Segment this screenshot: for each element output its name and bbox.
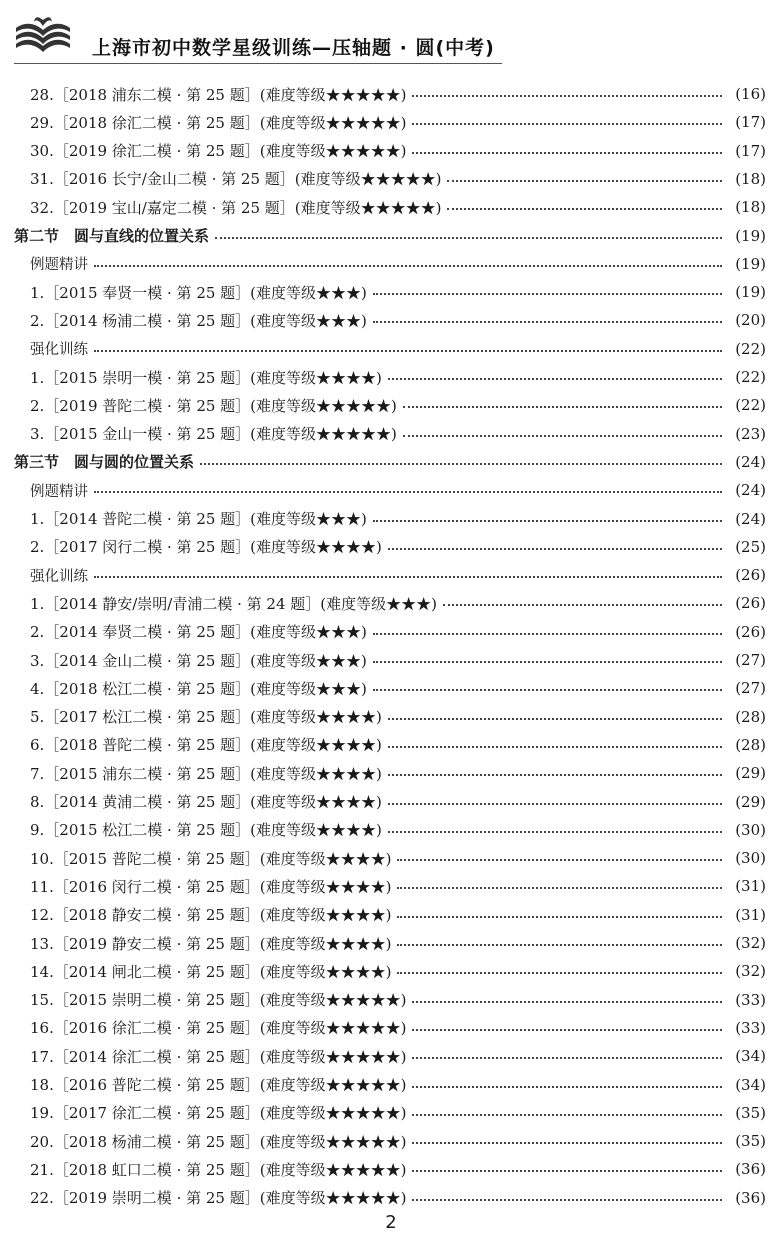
toc-page-ref: (16) bbox=[735, 85, 766, 103]
dot-leader bbox=[373, 633, 722, 635]
dot-leader bbox=[397, 972, 722, 974]
dot-leader bbox=[388, 718, 722, 720]
toc-entry-title: 强化训练 bbox=[30, 568, 88, 585]
toc-entry-title: 16.［2016 徐汇二模 · 第 25 题］(难度等级★★★★★) bbox=[30, 1019, 407, 1038]
dot-leader bbox=[373, 689, 722, 691]
toc-entry[interactable] bbox=[30, 1186, 766, 1210]
toc-page-ref: (30) bbox=[735, 820, 766, 839]
dot-leader bbox=[373, 321, 722, 323]
toc-entry[interactable] bbox=[30, 676, 766, 700]
toc-entry[interactable] bbox=[30, 1101, 766, 1125]
dot-leader bbox=[215, 237, 722, 239]
header-divider bbox=[14, 63, 502, 64]
toc-entry[interactable] bbox=[30, 422, 766, 446]
toc-entry[interactable] bbox=[30, 903, 766, 927]
toc-page-ref: (26) bbox=[735, 566, 766, 585]
toc-entry-title: 第二节 圆与直线的位置关系 bbox=[14, 227, 210, 245]
toc-entry[interactable] bbox=[30, 620, 766, 644]
dot-leader bbox=[94, 350, 722, 352]
toc-entry[interactable] bbox=[30, 1157, 766, 1181]
toc-entry-title: 1.［2015 奉贤一模 · 第 25 题］(难度等级★★★) bbox=[30, 283, 367, 302]
toc-entry-title: 3.［2015 金山一模 · 第 25 题］(难度等级★★★★★) bbox=[30, 425, 397, 444]
toc-entry-title: 强化训练 bbox=[30, 342, 88, 359]
toc-section-heading[interactable] bbox=[14, 224, 766, 248]
toc-page-ref: (22) bbox=[735, 339, 766, 358]
toc-entry-title: 21.［2018 虹口二模 · 第 25 题］(难度等级★★★★★) bbox=[30, 1160, 407, 1179]
toc-entry-title: 32.［2019 宝山/嘉定二模 · 第 25 题］(难度等级★★★★★) bbox=[30, 198, 442, 217]
toc-entry-title: 11.［2016 闵行二模 · 第 25 题］(难度等级★★★★) bbox=[30, 877, 392, 896]
toc-page-ref: (31) bbox=[735, 877, 766, 896]
toc-entry[interactable] bbox=[30, 308, 766, 332]
toc-entry-title: 10.［2015 普陀二模 · 第 25 题］(难度等级★★★★) bbox=[30, 849, 392, 868]
dot-leader bbox=[388, 378, 722, 380]
toc-entry-title: 6.［2018 普陀二模 · 第 25 题］(难度等级★★★★) bbox=[30, 736, 382, 755]
toc-section-heading[interactable] bbox=[14, 450, 766, 474]
toc-page-ref: (18) bbox=[735, 169, 766, 188]
dot-leader bbox=[373, 661, 722, 663]
toc-entry-title: 13.［2019 静安二模 · 第 25 题］(难度等级★★★★) bbox=[30, 934, 392, 953]
dot-leader bbox=[443, 604, 722, 606]
dot-leader bbox=[412, 1199, 722, 1201]
dot-leader bbox=[388, 831, 722, 833]
dot-leader bbox=[447, 180, 722, 182]
toc-entry[interactable] bbox=[30, 818, 766, 842]
toc-entry-title: 22.［2019 崇明二模 · 第 25 题］(难度等级★★★★★) bbox=[30, 1189, 407, 1208]
toc-entry-title: 31.［2016 长宁/金山二模 · 第 25 题］(难度等级★★★★★) bbox=[30, 170, 442, 189]
toc-subheading[interactable] bbox=[30, 337, 766, 361]
toc-entry-title: 2.［2014 奉贤二模 · 第 25 题］(难度等级★★★) bbox=[30, 623, 367, 642]
toc-page-ref: (35) bbox=[735, 1103, 766, 1122]
toc-page-ref: (29) bbox=[735, 764, 766, 783]
dot-leader bbox=[388, 548, 722, 550]
dot-leader bbox=[397, 859, 722, 861]
dot-leader bbox=[412, 123, 722, 125]
dot-leader bbox=[94, 265, 722, 267]
toc-entry-title: 8.［2014 黄浦二模 · 第 25 题］(难度等级★★★★) bbox=[30, 793, 382, 811]
toc-page-ref: (32) bbox=[735, 934, 766, 952]
toc-entry-title: 2.［2019 普陀二模 · 第 25 题］(难度等级★★★★★) bbox=[30, 396, 397, 415]
dot-leader bbox=[412, 1001, 722, 1003]
toc-page-ref: (26) bbox=[735, 594, 766, 613]
toc-page-ref: (17) bbox=[735, 113, 766, 132]
toc-entry-title: 例题精讲 bbox=[30, 257, 88, 274]
toc-entry[interactable] bbox=[30, 648, 766, 672]
dot-leader bbox=[412, 1114, 722, 1116]
toc-entry-title: 2.［2014 杨浦二模 · 第 25 题］(难度等级★★★) bbox=[30, 311, 367, 330]
dot-leader bbox=[388, 774, 722, 776]
toc-entry-title: 15.［2015 崇明二模 · 第 25 题］(难度等级★★★★★) bbox=[30, 991, 407, 1010]
toc-page-ref: (35) bbox=[735, 1132, 766, 1151]
toc-entry[interactable] bbox=[30, 591, 766, 615]
toc-entry[interactable] bbox=[30, 846, 766, 870]
toc-entry[interactable] bbox=[30, 1044, 766, 1068]
toc-entry-title: 2.［2017 闵行二模 · 第 25 题］(难度等级★★★★) bbox=[30, 538, 382, 557]
toc-entry[interactable] bbox=[30, 167, 766, 191]
toc-entry-title: 17.［2014 徐汇二模 · 第 25 题］(难度等级★★★★★) bbox=[30, 1047, 407, 1066]
book-title: 上海市初中数学星级训练—压轴题 · 圆(中考) bbox=[92, 37, 495, 59]
dot-leader bbox=[94, 491, 722, 493]
toc-entry[interactable] bbox=[30, 959, 766, 983]
toc-entry-title: 3.［2014 金山二模 · 第 25 题］(难度等级★★★) bbox=[30, 651, 367, 670]
toc-page-ref: (27) bbox=[735, 679, 766, 698]
toc-entry-title: 7.［2015 浦东二模 · 第 25 题］(难度等级★★★★) bbox=[30, 764, 382, 783]
toc-page-ref: (36) bbox=[735, 1188, 766, 1207]
toc-entry[interactable] bbox=[30, 790, 766, 814]
toc-entry[interactable] bbox=[30, 733, 766, 757]
toc-entry-title: 12.［2018 静安二模 · 第 25 题］(难度等级★★★★) bbox=[30, 906, 392, 925]
page-number: 2 bbox=[385, 1212, 397, 1233]
dot-leader bbox=[447, 208, 722, 210]
dot-leader bbox=[412, 1029, 722, 1031]
toc-page-ref: (30) bbox=[735, 849, 766, 868]
toc-page-ref: (34) bbox=[735, 1047, 766, 1066]
toc-entry-title: 第三节 圆与圆的位置关系 bbox=[14, 453, 195, 472]
toc-entry-title: 28.［2018 浦东二模 · 第 25 题］(难度等级★★★★★) bbox=[30, 85, 407, 104]
toc-page-ref: (27) bbox=[735, 651, 766, 669]
toc-subheading[interactable] bbox=[30, 563, 766, 587]
dot-leader bbox=[403, 406, 722, 408]
toc-page-ref: (33) bbox=[735, 1018, 766, 1037]
toc-subheading[interactable] bbox=[30, 252, 766, 276]
toc-entry-title: 1.［2014 静安/崇明/青浦二模 · 第 24 题］(难度等级★★★) bbox=[30, 594, 437, 613]
toc-page-ref: (24) bbox=[735, 452, 766, 471]
dot-leader bbox=[412, 1057, 722, 1059]
toc-entry[interactable] bbox=[30, 139, 766, 163]
toc-page-ref: (31) bbox=[735, 905, 766, 924]
dot-leader bbox=[412, 1086, 722, 1088]
toc-entry[interactable] bbox=[30, 931, 766, 955]
toc-entry[interactable] bbox=[30, 507, 766, 531]
toc-entry-title: 例题精讲 bbox=[30, 483, 88, 500]
page-header bbox=[0, 0, 782, 66]
toc-page-ref: (26) bbox=[735, 622, 766, 641]
dot-leader bbox=[403, 435, 722, 437]
toc-page-ref: (23) bbox=[735, 424, 766, 443]
toc-entry-title: 1.［2014 普陀二模 · 第 25 题］(难度等级★★★) bbox=[30, 510, 367, 528]
toc-entry[interactable] bbox=[30, 1016, 766, 1040]
dot-leader bbox=[94, 576, 722, 578]
toc-page-ref: (17) bbox=[735, 141, 766, 160]
dot-leader bbox=[373, 520, 722, 522]
toc-page-ref: (19) bbox=[735, 254, 766, 273]
toc-subheading[interactable] bbox=[30, 478, 766, 502]
open-book-logo-icon bbox=[14, 14, 72, 58]
dot-leader bbox=[388, 803, 722, 805]
dot-leader bbox=[412, 95, 722, 97]
toc-entry[interactable] bbox=[30, 393, 766, 417]
toc-entry[interactable] bbox=[30, 535, 766, 559]
dot-leader bbox=[412, 152, 722, 154]
toc-entry[interactable] bbox=[30, 82, 766, 106]
toc-entry[interactable] bbox=[30, 110, 766, 134]
toc-page-ref: (24) bbox=[735, 509, 766, 528]
toc-page-ref: (20) bbox=[735, 311, 766, 330]
dot-leader bbox=[388, 746, 722, 748]
toc-entry[interactable] bbox=[30, 1073, 766, 1097]
toc-entry[interactable] bbox=[30, 365, 766, 389]
toc-entry-title: 19.［2017 徐汇二模 · 第 25 题］(难度等级★★★★★) bbox=[30, 1104, 407, 1123]
toc-entry[interactable] bbox=[30, 195, 766, 219]
toc-page-ref: (32) bbox=[735, 962, 766, 981]
dot-leader bbox=[397, 916, 722, 918]
toc-entry-title: 20.［2018 杨浦二模 · 第 25 题］(难度等级★★★★★) bbox=[30, 1132, 407, 1151]
dot-leader bbox=[412, 1170, 722, 1172]
toc-entry[interactable] bbox=[30, 280, 766, 304]
toc-page-ref: (34) bbox=[735, 1075, 766, 1094]
toc-page-ref: (33) bbox=[735, 990, 766, 1009]
dot-leader bbox=[397, 944, 722, 946]
toc-entry-title: 30.［2019 徐汇二模 · 第 25 题］(难度等级★★★★★) bbox=[30, 142, 407, 161]
toc-entry-title: 14.［2014 闸北二模 · 第 25 题］(难度等级★★★★) bbox=[30, 962, 392, 981]
toc-entry[interactable] bbox=[30, 988, 766, 1012]
toc-page-ref: (18) bbox=[735, 198, 766, 217]
toc-entry[interactable] bbox=[30, 874, 766, 898]
toc-page-ref: (36) bbox=[735, 1160, 766, 1179]
dot-leader bbox=[200, 463, 722, 465]
toc-entry[interactable] bbox=[30, 1129, 766, 1153]
toc-entry-title: 9.［2015 松江二模 · 第 25 题］(难度等级★★★★) bbox=[30, 821, 382, 840]
toc-page-ref: (22) bbox=[735, 368, 766, 386]
toc-page-ref: (25) bbox=[735, 537, 766, 556]
dot-leader bbox=[412, 1142, 722, 1144]
toc-page-ref: (28) bbox=[735, 735, 766, 754]
toc-page-ref: (22) bbox=[735, 396, 766, 415]
toc-entry-title: 1.［2015 崇明一模 · 第 25 题］(难度等级★★★★) bbox=[30, 368, 382, 387]
toc-page-ref: (24) bbox=[735, 481, 766, 500]
toc-page-ref: (28) bbox=[735, 707, 766, 726]
toc-entry[interactable] bbox=[30, 761, 766, 785]
dot-leader bbox=[373, 293, 722, 295]
dot-leader bbox=[397, 887, 722, 889]
toc-entry-title: 18.［2016 普陀二模 · 第 25 题］(难度等级★★★★★) bbox=[30, 1076, 407, 1094]
toc-entry-title: 29.［2018 徐汇二模 · 第 25 题］(难度等级★★★★★) bbox=[30, 113, 407, 132]
toc-entry-title: 4.［2018 松江二模 · 第 25 题］(难度等级★★★) bbox=[30, 679, 367, 698]
toc-page-ref: (19) bbox=[735, 283, 766, 302]
toc-page-ref: (29) bbox=[735, 792, 766, 811]
toc-entry[interactable] bbox=[30, 705, 766, 729]
toc-page-ref: (19) bbox=[735, 226, 766, 245]
toc-entry-title: 5.［2017 松江二模 · 第 25 题］(难度等级★★★★) bbox=[30, 708, 382, 727]
